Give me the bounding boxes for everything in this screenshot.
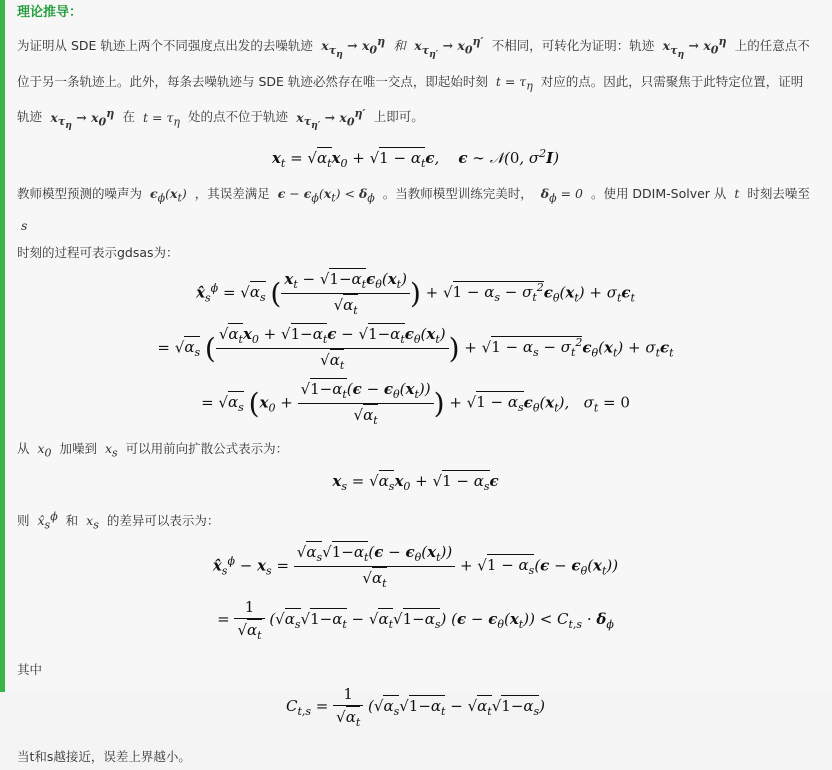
paragraph-conclusion: 当t和s越接近，误差上界越小。 <box>17 748 191 764</box>
equation-xs: $x_s = √\alpha_sx_0 + √1 - \alpha_s\epsilon$ <box>332 472 499 494</box>
equation-difference-2: = $\frac{1}{√\alpha_t}$ $(√\alpha_s√1-\alpha_t - √\alpha_t√1-\alpha_s) (\epsilon - \epsilon_\theta(x_t)) < C_{t,s} \cdot \delta_\phi$ <box>217 597 614 642</box>
equation-ddim-step-1: $x̂_s^\phi = √\alpha_s$ ( $\frac{x_t - √1-\alpha_t\epsilon_\theta(x_t)}{√\alpha_t}$ ) + $√1 - \alpha_s - \sigma_t^2\epsilon_\theta(x_t) + \sigma_t\epsilon_t$ <box>196 269 635 317</box>
equation-ddim-step-3: = $√\alpha_s$ ($x_0$ + $\frac{√1-\alpha_t(\epsilon - \epsilon_\theta(x_t))}{√\alpha_t}$ ) + $√1 - \alpha_s\epsilon_\theta(x_t)$, $\sigma_t = 0$ <box>201 379 630 427</box>
equation-cts: $C_{t,s}$ = $\frac{1}{√\alpha_t}$ $(√\alpha_s√1-\alpha_t - √\alpha_t√1-\alpha_s)$ <box>285 684 546 729</box>
paragraph-teacher-noise: 教师模型预测的噪声为 $\epsilon_\phi(x_t)$ ，其误差满足 $\epsilon - \epsilon_\phi(x_t) < \delta_\phi$ 。当教师模型训练完美时， $\delta_\phi = 0$ 。使用 DDIM-Solver 从 t 时刻去噪至 s 时刻的过程可表示gdsas为： <box>17 186 810 260</box>
paragraph-where: 其中 <box>17 661 43 677</box>
equation-ddim-step-2: = $√\alpha_s$ ( $\frac{√\alpha_tx_0 + √1-\alpha_t\epsilon - √1-\alpha_t\epsilon_\theta(x_t)}{√\alpha_t}$ ) + $√1 - \alpha_s - \sigma_t^2\epsilon_\theta(x_t) + \sigma_t\epsilon_t$ <box>157 324 674 372</box>
paragraph-difference: 则 $x̂_s^\phi$ 和 $x_s$ 的差异可以表示为： <box>17 510 220 532</box>
equation-difference-1: $x̂_s^\phi - x_s$ = $\frac{√\alpha_s√1-\alpha_t(\epsilon - \epsilon_\theta(x_t))}{√\alpha_t}$ + $√1 - \alpha_s(\epsilon - \epsilon_\theta(x_t))$ <box>212 542 619 590</box>
section-heading: 理论推导： <box>17 5 83 20</box>
paragraph-intro: 为证明从 SDE 轨迹上两个不同强度点出发的去噪轨迹 $x_{\tau_\eta} \to x_0^\eta$ 和 $x_{\tau_{\eta'}} \to x_0^{\eta'}$ 不相同，可转化为证明：轨迹 $x_{\tau_\eta} \to x_0^\eta$ 上的任意点不位于另一条轨迹上。此外，每条去噪轨迹与 SDE 轨迹必然存在唯一交点，即起始时刻 $t = \tau_\eta$ 对应的点。因此，只需聚焦于此特定位置，证明轨迹 $x_{\tau_\eta} \to x_0^\eta$ 在 $t = \tau_\eta$ 处的点不位于轨迹 $x_{\tau_{\eta'}} \to x_0^{\eta'}$ 上即可。 <box>17 35 810 132</box>
equation-forward-process: $x_t = √\alpha_tx_0 + √1 - \alpha_t\epsilon$, ϵ ∼ 𝒩(0, $\sigma^2I$) <box>271 147 560 171</box>
paragraph-forward-diffusion: 从 $x_0$ 加噪到 $x_s$ 可以用前向扩散公式表示为： <box>17 440 289 460</box>
